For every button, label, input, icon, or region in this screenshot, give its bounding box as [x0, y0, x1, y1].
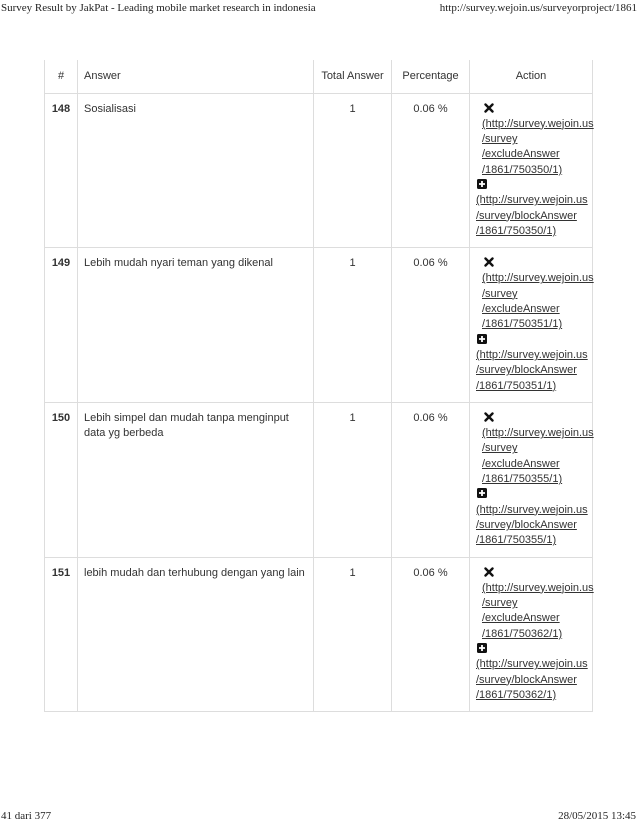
exclude-answer-link-line[interactable]: (http://survey.wejoin.us — [482, 581, 594, 594]
exclude-answer-link[interactable] — [476, 256, 594, 332]
exclude-answer-link-line[interactable]: /survey — [482, 133, 518, 146]
block-answer-link-line[interactable]: (http://survey.wejoin.us — [476, 503, 588, 516]
exclude-answer-link-line[interactable]: (http://survey.wejoin.us — [482, 117, 594, 130]
plus-square-icon[interactable] — [477, 643, 487, 653]
plus-square-icon[interactable] — [477, 488, 487, 498]
header-percentage: Percentage — [392, 60, 470, 93]
table-header-row — [45, 60, 593, 93]
print-header-url: http://survey.wejoin.us/surveyorproject/1861 — [439, 2, 637, 14]
print-footer-page: 41 dari 377 — [1, 810, 52, 822]
exclude-answer-link-line[interactable]: /survey — [482, 442, 518, 455]
block-answer-link-line[interactable]: /1861/750350/1) — [476, 224, 557, 237]
exclude-answer-link[interactable] — [476, 102, 594, 178]
row-number: 151 — [45, 557, 78, 712]
total-answer-value: 1 — [314, 248, 392, 403]
answer-text: Sosialisasi — [78, 93, 314, 248]
row-number: 150 — [45, 402, 78, 557]
header-num: # — [45, 60, 78, 93]
table-row — [45, 248, 593, 403]
close-icon[interactable] — [484, 257, 494, 267]
exclude-answer-link-line[interactable]: /survey — [482, 597, 518, 610]
block-answer-link-line[interactable]: (http://survey.wejoin.us — [476, 658, 588, 671]
exclude-answer-link-line[interactable]: /excludeAnswer — [482, 457, 560, 470]
exclude-answer-link-line[interactable]: /1861/750362/1) — [482, 627, 563, 640]
action-cell — [470, 93, 593, 248]
percentage-value: 0.06 % — [392, 93, 470, 248]
plus-square-icon[interactable] — [477, 334, 487, 344]
header-total-answer: Total Answer — [314, 60, 392, 93]
plus-square-icon[interactable] — [477, 179, 487, 189]
table-row — [45, 557, 593, 712]
header-answer: Answer — [78, 60, 314, 93]
table-row — [45, 93, 593, 248]
block-answer-link-line[interactable]: /survey/blockAnswer — [476, 518, 577, 531]
row-number: 148 — [45, 93, 78, 248]
close-icon[interactable] — [484, 567, 494, 577]
block-answer-link-line[interactable]: /1861/750355/1) — [476, 534, 557, 547]
exclude-answer-link-line[interactable]: (http://survey.wejoin.us — [482, 427, 594, 440]
exclude-answer-link-line[interactable]: /1861/750355/1) — [482, 473, 563, 486]
print-footer — [0, 808, 638, 826]
action-cell — [470, 402, 593, 557]
results-table — [44, 60, 593, 712]
print-footer-datetime: 28/05/2015 13:45 — [558, 810, 636, 822]
exclude-answer-link-line[interactable]: /survey — [482, 287, 518, 300]
header-action: Action — [470, 60, 593, 93]
block-answer-link-line[interactable]: /survey/blockAnswer — [476, 209, 577, 222]
block-answer-link-line[interactable]: (http://survey.wejoin.us — [476, 194, 588, 207]
exclude-answer-link-line[interactable]: /excludeAnswer — [482, 612, 560, 625]
exclude-answer-link-line[interactable]: /excludeAnswer — [482, 148, 560, 161]
block-answer-link[interactable] — [476, 642, 586, 703]
total-answer-value: 1 — [314, 93, 392, 248]
total-answer-value: 1 — [314, 557, 392, 712]
exclude-answer-link[interactable] — [476, 566, 594, 642]
exclude-answer-link-line[interactable]: /excludeAnswer — [482, 303, 560, 316]
print-header — [0, 0, 638, 18]
print-header-title: Survey Result by JakPat - Leading mobile market research in indonesia — [1, 2, 316, 14]
block-answer-link-line[interactable]: /survey/blockAnswer — [476, 673, 577, 686]
close-icon[interactable] — [484, 103, 494, 113]
close-icon[interactable] — [484, 412, 494, 422]
exclude-answer-link-line[interactable]: /1861/750350/1) — [482, 163, 563, 176]
block-answer-link-line[interactable]: /survey/blockAnswer — [476, 364, 577, 377]
answer-text: lebih mudah dan terhubung dengan yang lain — [78, 557, 314, 712]
action-cell — [470, 248, 593, 403]
exclude-answer-link-line[interactable]: /1861/750351/1) — [482, 318, 563, 331]
block-answer-link[interactable] — [476, 487, 586, 548]
block-answer-link-line[interactable]: (http://survey.wejoin.us — [476, 348, 588, 361]
percentage-value: 0.06 % — [392, 557, 470, 712]
block-answer-link-line[interactable]: /1861/750351/1) — [476, 379, 557, 392]
total-answer-value: 1 — [314, 402, 392, 557]
row-number: 149 — [45, 248, 78, 403]
action-cell — [470, 557, 593, 712]
answer-text: Lebih mudah nyari teman yang dikenal — [78, 248, 314, 403]
block-answer-link-line[interactable]: /1861/750362/1) — [476, 688, 557, 701]
percentage-value: 0.06 % — [392, 248, 470, 403]
block-answer-link[interactable] — [476, 333, 586, 394]
block-answer-link[interactable] — [476, 178, 586, 239]
exclude-answer-link-line[interactable]: (http://survey.wejoin.us — [482, 272, 594, 285]
percentage-value: 0.06 % — [392, 402, 470, 557]
table-row — [45, 402, 593, 557]
exclude-answer-link[interactable] — [476, 411, 594, 487]
answer-text: Lebih simpel dan mudah tanpa menginput data yg berbeda — [78, 402, 314, 557]
